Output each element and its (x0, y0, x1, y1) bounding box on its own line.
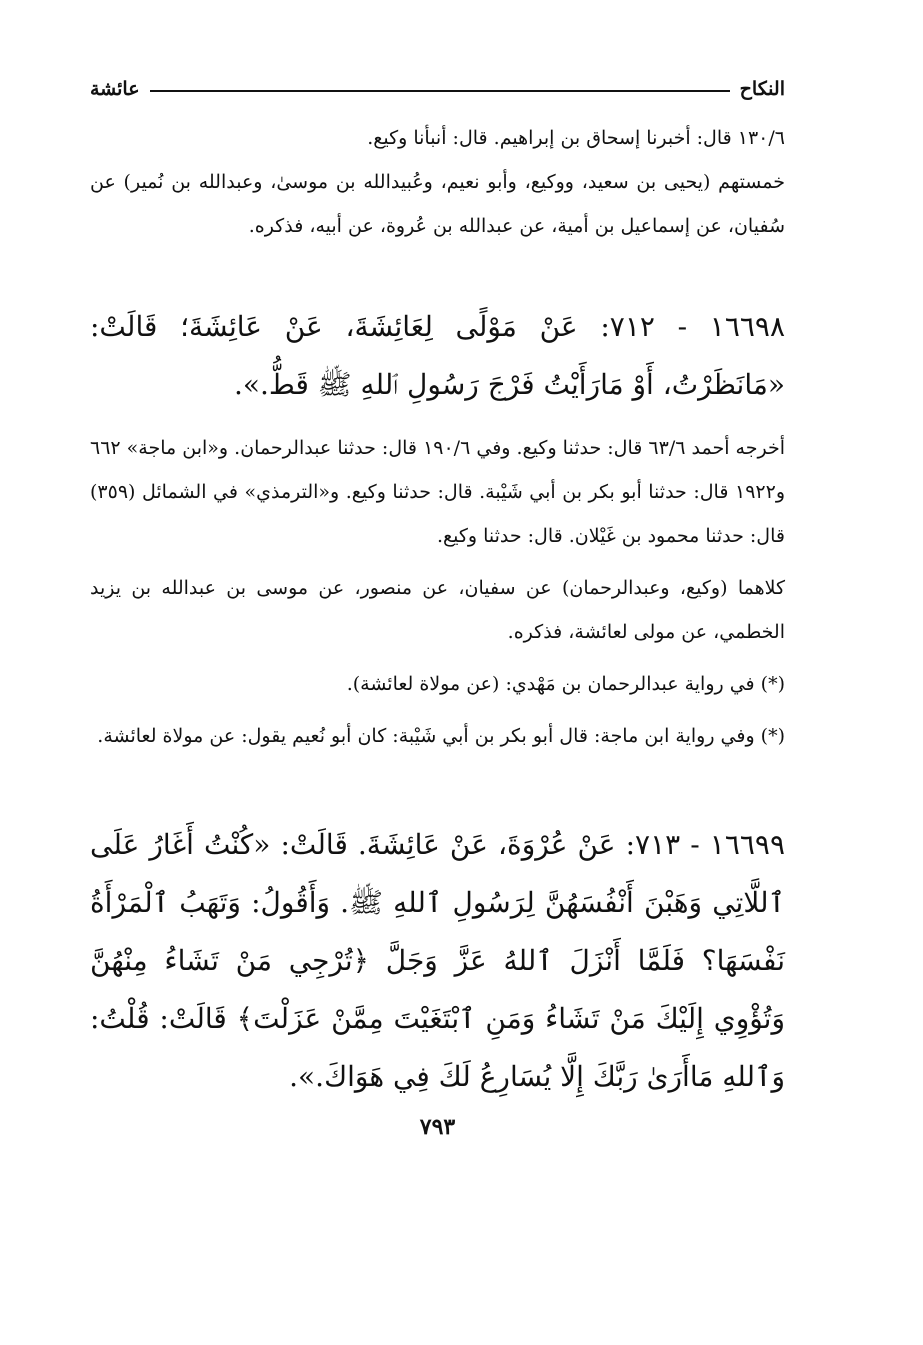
takhrij-paragraph-2: كلاهما (وكيع، وعبدالرحمان) عن سفيان، عن منصور، عن موسى بن عبدالله بن يزيد الخطمي، عن مولى لعائشة، فذكره. (90, 577, 785, 643)
chain-summary: خمستهم (يحيى بن سعيد، ووكيع، وأبو نعيم، وعُبيدالله بن موسىٰ، وعبدالله بن نُمير) عن سُفيان، عن إسماعيل بن أمية، عن عبدالله بن عُروة، عن أبيه، فذكره. (90, 171, 785, 237)
spacer (90, 248, 785, 298)
page-number: ٧٩٣ (419, 1114, 456, 1140)
takhrij-paragraph-1: أخرجه أحمد ٦٣/٦ قال: حدثنا وكيع. وفي ١٩٠/٦ قال: حدثنا عبدالرحمان. و«ابن ماجة» ٦٦٢ و١٩٢٢ قال: حدثنا أبو بكر بن أبي شَيْبة. قال: حدثنا وكيع. و«الترمذي» في الشمائل (٣٥٩) قال: حدثنا محمود بن غَيْلان. قال: حدثنا وكيع. (90, 437, 785, 547)
hadith-712: ١٦٦٩٨ - ٧١٢: عَنْ مَوْلًى لِعَائِشَةَ، عَنْ عَائِشَةَ؛ قَالَتْ: «مَانَظَرْتُ، أَوْ مَارَأَيْتُ فَرْجَ رَسُولِ ٱللهِ ﷺ قَطُّ.». (90, 310, 785, 401)
footnote-2: (*) وفي رواية ابن ماجة: قال أبو بكر بن أبي شَيْبة: كان أبو نُعيم يقول: عن مولاة لعائشة. (97, 725, 785, 747)
book-page (90, 72, 785, 1142)
header-chapter: النكاح (739, 78, 785, 100)
hadith-713: ١٦٦٩٩ - ٧١٣: عَنْ عُرْوَةَ، عَنْ عَائِشَةَ. قَالَتْ: «كُنْتُ أَغَارُ عَلَى ٱللَّاتِي وَهَبْنَ أَنْفُسَهُنَّ لِرَسُولِ ٱللهِ ﷺ. وَأَقُولُ: وَتَهَبُ ٱلْمَرْأَةُ نَفْسَهَا؟ فَلَمَّا أَنْزَلَ ٱللهُ عَزَّ وَجَلَّ ﴿تُرْجِي مَنْ تَشَاءُ مِنْهُنَّ وَتُؤْوِي إِلَيْكَ مَنْ تَشَاءُ وَمَنِ ٱبْتَغَيْتَ مِمَّنْ عَزَلْتَ﴾ قَالَتْ: قُلْتُ: وَٱللهِ مَاأَرَىٰ رَبَّكَ إِلَّا يُسَارِعُ لَكَ فِي هَوَاكَ.». (90, 828, 785, 1093)
spacer (90, 758, 785, 816)
running-header (90, 72, 785, 106)
chain-line: ١٣٠/٦ قال: أخبرنا إسحاق بن إبراهيم. قال: أنبأنا وكيع. (367, 127, 785, 149)
footnote-1: (*) في رواية عبدالرحمان بن مَهْدي: (عن مولاة لعائشة). (346, 673, 785, 695)
spacer (90, 414, 785, 426)
header-rule (150, 90, 730, 92)
header-section: عائشة (90, 78, 140, 100)
